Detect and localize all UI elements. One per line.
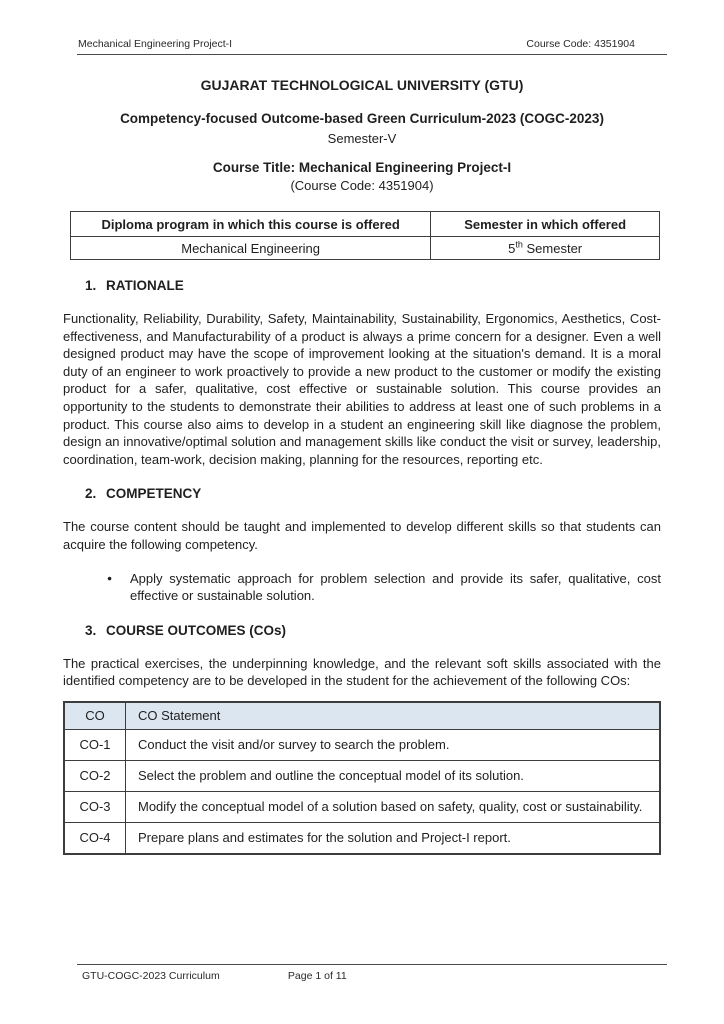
course-title: Course Title: Mechanical Engineering Project-I [212, 160, 512, 175]
section-rationale-heading [63, 277, 661, 295]
document-body [63, 0, 661, 855]
section-competency-heading [63, 485, 661, 503]
semester-number: 5 [508, 240, 516, 256]
bullet-icon: ● [107, 572, 113, 583]
footer-curriculum-label: GTU-COGC-2023 Curriculum [82, 970, 220, 982]
university-title: GUJARAT TECHNOLOGICAL UNIVERSITY (GTU) [200, 77, 524, 93]
semester-word: Semester [522, 240, 583, 256]
offering-table [70, 211, 660, 260]
co-id: CO-1 [64, 729, 126, 760]
offering-program-value: Mechanical Engineering [71, 237, 431, 260]
co-table-header-row [64, 702, 660, 730]
competency-intro-paragraph: The course content should be taught and implemented to develop different skills so that students can acquire the following competency. [63, 519, 661, 552]
semester-ordinal: th [515, 239, 523, 250]
semester-subtitle: Semester-V [327, 131, 397, 146]
section-rationale-number: 1. [85, 278, 97, 293]
section-competency-title: COMPETENCY [106, 486, 202, 502]
co-id: CO-3 [64, 791, 126, 822]
co-statement: Conduct the visit and/or survey to search the problem. [126, 729, 661, 760]
co-table-row [64, 760, 660, 791]
section-rationale-title: RATIONALE [106, 278, 184, 293]
co-statement: Modify the conceptual model of a solution based on safety, quality, cost or sustainability. [126, 791, 661, 822]
curriculum-title: Competency-focused Outcome-based Green Curriculum-2023 (COGC-2023) [120, 111, 604, 126]
co-table-row [64, 729, 660, 760]
footer-page-number: Page 1 of 11 [287, 970, 347, 982]
offering-table-header-program: Diploma program in which this course is offered [71, 212, 431, 237]
offering-table-header-semester: Semester in which offered [431, 212, 660, 237]
co-table-header-co: CO [64, 702, 126, 730]
co-id: CO-4 [64, 822, 126, 854]
section-outcomes-title: COURSE OUTCOMES (COs) [106, 622, 287, 638]
footer-rule [77, 964, 667, 965]
outcomes-intro-paragraph: The practical exercises, the underpinning knowledge, and the relevant soft skills associated with the identified competency are to be developed in the student for the achievement of the following COs: [63, 655, 661, 689]
co-table-row [64, 791, 660, 822]
co-statement: Prepare plans and estimates for the solution and Project-I report. [126, 822, 661, 854]
offering-semester-value [431, 237, 660, 260]
offering-table-header-row [71, 212, 660, 237]
co-table [63, 701, 661, 855]
offering-table-data-row [71, 237, 660, 260]
competency-bullet-item [107, 570, 661, 605]
section-competency-number: 2. [85, 486, 97, 502]
page-footer [82, 970, 684, 982]
rationale-paragraph: Functionality, Reliability, Durability, Safety, Maintainability, Sustainability, Ergonomics, Aesthetics, Cost-effectiveness, and Manufacturability of a product is always a prime concern for a designer. Even a well designed product may have the scope of improvement looking at the situation's demand. It is a moral duty of an engineer to work proactively to provide a new product to the customer or modify the existing product for a safer, qualitative, cost effective or sustainable solution. This course provides an opportunity to the students to demonstrate their abilities to address at least one of such problems in a product. This course also aims to develop in a student an engineering skill like diagnose the problem, design an innovative/optimal solution and management skills like conduct the visit or survey, leadership, coordination, team-work, decision making, planning for the resources, reporting etc. [63, 311, 661, 467]
co-table-row [64, 822, 660, 854]
header-course-code: Course Code: 4351904 [526, 38, 635, 50]
section-outcomes-number: 3. [85, 622, 97, 638]
header-course-name: Mechanical Engineering Project-I [78, 38, 233, 50]
competency-bullet-text: Apply systematic approach for problem selection and provide its safer, qualitative, cost effective or sustainable solution. [130, 570, 661, 604]
co-id: CO-2 [64, 760, 126, 791]
course-code-line: (Course Code: 4351904) [290, 178, 434, 193]
co-statement: Select the problem and outline the conceptual model of its solution. [126, 760, 661, 791]
section-outcomes-heading [63, 622, 661, 640]
co-table-header-statement: CO Statement [126, 702, 661, 730]
